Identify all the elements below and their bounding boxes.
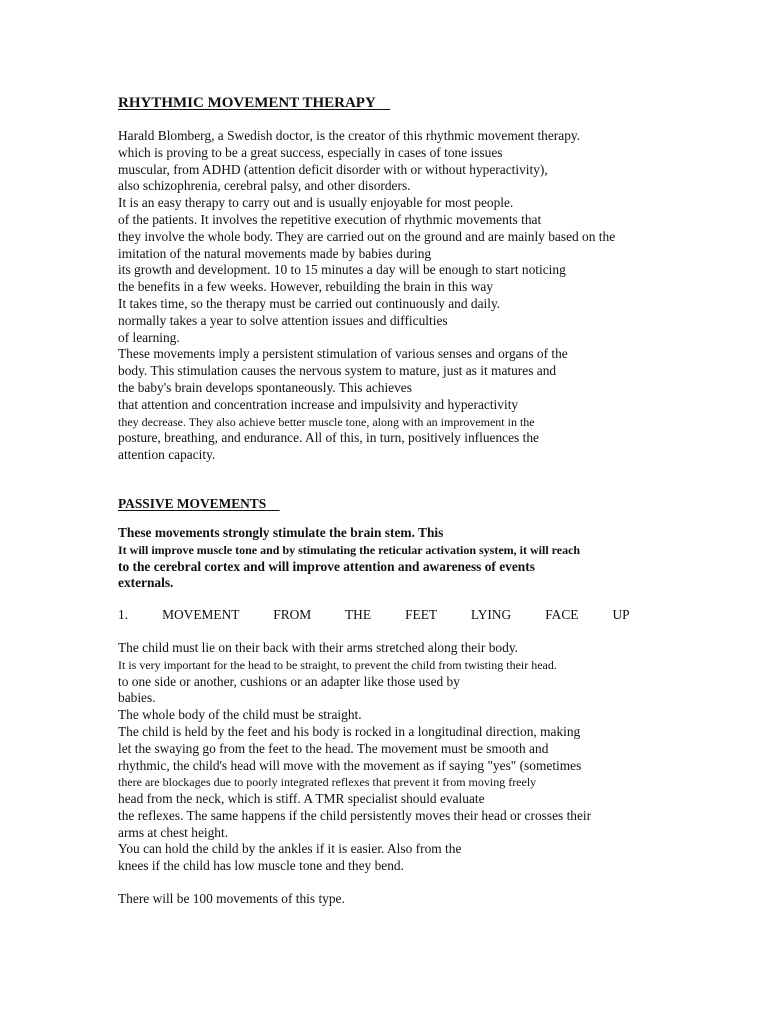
movement-line: to one side or another, cushions or an adapter like those used by	[118, 673, 460, 689]
intro-line: they involve the whole body. They are carried out on the ground and are mainly based on the	[118, 228, 616, 244]
movement-line: It is very important for the head to be straight, to prevent the child from twisting their head.	[118, 657, 557, 672]
movement-heading: 1. MOVEMENT FROM THE FEET LYING FACE UP	[118, 607, 630, 623]
section-intro	[118, 525, 718, 592]
document-page	[118, 93, 718, 908]
movement-line: arms at chest height.	[118, 824, 229, 840]
intro-line: Harald Blomberg, a Swedish doctor, is the creator of this rhythmic movement therapy.	[118, 128, 581, 143]
section-intro-line: to the cerebral cortex and will improve attention and awareness of events	[118, 558, 535, 574]
intro-line: that attention and concentration increase and impulsivity and hyperactivity	[118, 396, 519, 412]
spacer	[118, 592, 718, 607]
intro-line: also schizophrenia, cerebral palsy, and other disorders.	[118, 178, 411, 194]
spacer	[118, 875, 718, 891]
intro-line: which is proving to be a great success, especially in cases of tone issues	[118, 144, 503, 160]
movement-paragraph	[118, 640, 718, 875]
intro-line: the baby's brain develops spontaneously. This achieves	[118, 379, 412, 395]
movement-line: let the swaying go from the feet to the head. The movement must be smooth and	[118, 740, 549, 756]
spacer	[118, 113, 718, 128]
movement-line: You can hold the child by the ankles if it is easier. Also from the	[118, 841, 462, 857]
movement-line: head from the neck, which is stiff. A TMR specialist should evaluate	[118, 791, 485, 807]
section-intro-line: It will improve muscle tone and by stimulating the reticular activation system, it will reach	[118, 542, 581, 557]
spacer	[118, 464, 718, 495]
intro-line: attention capacity.	[118, 447, 216, 463]
spacer	[118, 512, 718, 525]
intro-line: These movements imply a persistent stimulation of various senses and organs of the	[118, 346, 568, 362]
intro-line: the benefits in a few weeks. However, rebuilding the brain in this way	[118, 279, 494, 295]
intro-line: It takes time, so the therapy must be carried out continuously and daily.	[118, 295, 501, 311]
intro-line: muscular, from ADHD (attention deficit disorder with or without hyperactivity),	[118, 161, 548, 177]
intro-line: of the patients. It involves the repetitive execution of rhythmic movements that	[118, 211, 542, 227]
movement-line: The whole body of the child must be straight.	[118, 707, 362, 723]
document-title: RHYTHMIC MOVEMENT THERAPY	[118, 95, 391, 111]
intro-line: they decrease. They also achieve better muscle tone, along with an improvement in the	[118, 414, 535, 429]
intro-paragraph	[118, 128, 718, 464]
movement-line: The child must lie on their back with their arms stretched along their body.	[118, 639, 518, 655]
intro-line: posture, breathing, and endurance. All of this, in turn, positively influences the	[118, 430, 539, 446]
intro-line: imitation of the natural movements made by babies during	[118, 245, 432, 261]
intro-line: normally takes a year to solve attention issues and difficulties	[118, 312, 448, 328]
intro-line: its growth and development. 10 to 15 minutes a day will be enough to start noticing	[118, 262, 566, 278]
section-intro-line: These movements strongly stimulate the brain stem. This	[118, 524, 444, 540]
intro-line: of learning.	[118, 329, 180, 345]
movement-line: The child is held by the feet and his body is rocked in a longitudinal direction, making	[118, 723, 581, 739]
movement-line: babies.	[118, 690, 156, 706]
intro-line: body. This stimulation causes the nervous system to mature, just as it matures and	[118, 363, 557, 379]
movement-line: there are blockages due to poorly integrated reflexes that prevent it from moving freely	[118, 775, 537, 790]
section-title: PASSIVE MOVEMENTS	[118, 495, 280, 511]
section-intro-line: externals.	[118, 575, 174, 591]
movement-line: rhythmic, the child's head will move with the movement as if saying "yes" (sometimes	[118, 757, 582, 773]
movement-line: the reflexes. The same happens if the child persistently moves their head or crosses their	[118, 807, 592, 823]
spacer	[118, 624, 718, 640]
movement-line: knees if the child has low muscle tone and they bend.	[118, 858, 404, 874]
intro-line: It is an easy therapy to carry out and is usually enjoyable for most people.	[118, 195, 514, 211]
closing-line: There will be 100 movements of this type.	[118, 891, 345, 907]
